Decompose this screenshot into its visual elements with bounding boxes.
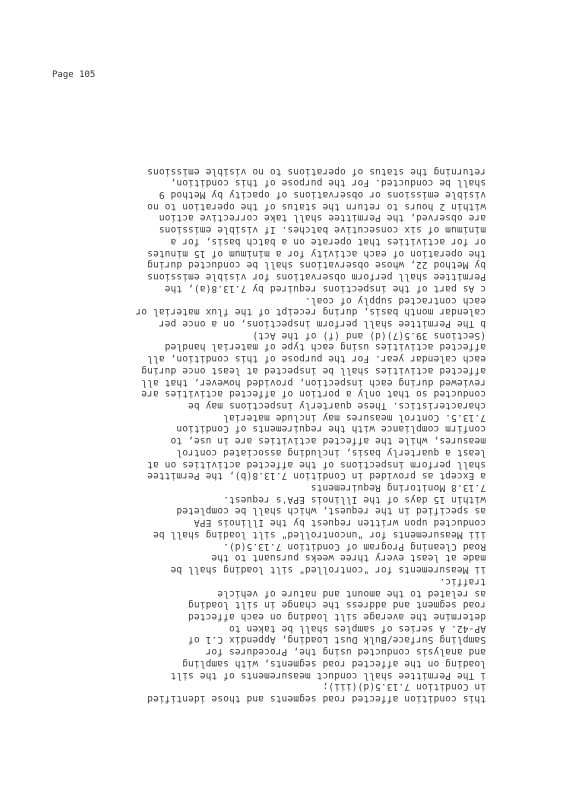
text-line: affected activities using each type of material handled — [164, 341, 486, 353]
text-line: reviewed during each inspection, provided however, that all — [141, 376, 486, 388]
text-line: or for activities that operate on a batch basis, for a — [170, 235, 486, 247]
text-line: conducted upon written request by the Illinois EPA — [193, 517, 486, 529]
text-line: made at least every three weeks pursuant to the — [211, 552, 486, 564]
text-line: shall perform inspections of the affected activities on at — [147, 458, 486, 470]
text-line: b The Permittee shall perform inspections, on a once per — [158, 317, 486, 329]
text-line: as related to the amount and nature of vehicle — [217, 587, 486, 599]
text-line: loading on the affected road segments, with sampling — [182, 657, 486, 669]
text-line: (Sections 39.5(7)(d) and (f) of the Act) — [252, 329, 486, 341]
text-line: by Method 22, whose observations shall be conducted during — [147, 259, 486, 271]
text-line: as specified in the request, which shall be completed — [176, 505, 486, 517]
text-line: AP-42. A series of samples shall be taken to — [228, 622, 486, 634]
text-line: a Except as provided in Condition 7.13.8(b), the Permittee — [147, 470, 486, 482]
text-line: iii Measurements for "uncontrolled" silt loading shall be — [152, 528, 486, 540]
text-line: i The Permittee shall conduct measurements of the silt — [170, 669, 486, 681]
text-line: this condition affected road segments and those identified — [147, 693, 486, 704]
text-line: minimum of six consecutive batches. If visible emissions — [158, 224, 486, 236]
text-line: visible emissions or observations of opacity by Method 9 — [158, 189, 486, 201]
text-line: each contracted supply of coal. — [304, 294, 486, 306]
text-line: the operation of each activity for a minimum of 15 minutes — [147, 247, 486, 259]
text-line: road segment and address the change in silt loading — [187, 599, 486, 611]
text-line: characteristics. These quarterly inspections may be — [187, 400, 486, 411]
text-line: within 15 days of the Illinois EPA's request. — [223, 493, 486, 505]
text-line: 7.13.5. Control measures may include material — [223, 411, 486, 423]
text-line: Road Cleaning Program of Condition 7.13.5(d). — [223, 540, 486, 552]
text-line: ii Measurements for "controlled" silt loading shall be — [170, 564, 486, 576]
text-line: within 2 hours to return the status of the operation to no — [147, 200, 486, 212]
text-line: in Condition 7.13.5(d)(iii); — [322, 681, 486, 693]
text-line: measures, while the affected activities are in use, to — [170, 435, 486, 447]
text-line: returning the status of operations to no visible emissions — [147, 165, 486, 177]
text-line: calendar month basis, during receipt of the flux material or — [135, 306, 486, 318]
text-line: shall be conducted. For the purpose of this condition, — [170, 177, 486, 189]
text-line: are observed, the Permittee shall take corrective action — [158, 212, 486, 224]
text-line: Permittee shall perform observations for visible emissions — [147, 271, 486, 283]
text-line: c As part of the inspections required by 7.13.8(a), the — [164, 282, 486, 294]
page-number: Page 105 — [52, 70, 96, 80]
text-line: conducted so that only a portion of affected activities are — [141, 388, 486, 400]
text-line: confirm compliance with the requirements of Condition — [176, 423, 486, 435]
text-line: each calendar year. For the purpose of this condition, all — [147, 353, 486, 365]
text-line: 7.13.8 Monitoring Requirements — [310, 482, 486, 494]
text-line: least a quarterly basis, including associated control — [176, 446, 486, 458]
text-line: Sampling Surface/Bulk Dust Loading, Appendix C.1 of — [187, 634, 486, 646]
text-line: and analysis conducted using the, Procedures for — [205, 646, 486, 658]
text-line: determine the average silt loading on each affected — [187, 610, 486, 622]
text-line: affected activities shall be inspected at least once during — [141, 364, 486, 376]
text-line: traffic. — [439, 575, 486, 587]
